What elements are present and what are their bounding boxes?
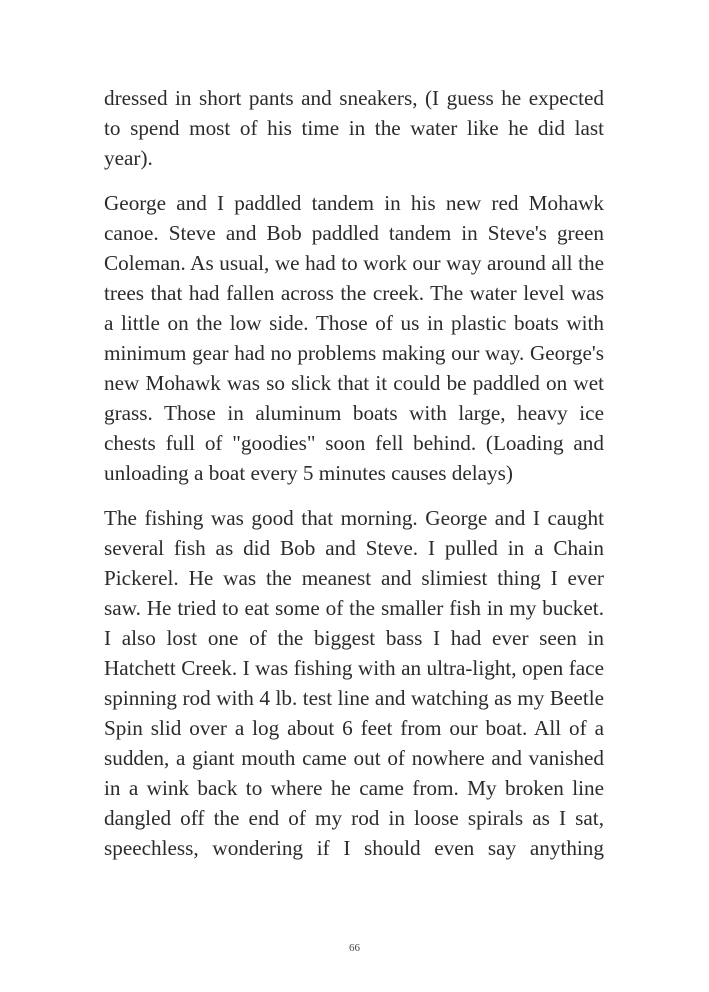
paragraph-3: The fishing was good that morning. George and I caught several fish as did Bob and Steve. I pulled in a Chain Pickerel. He was the meanest and slimiest thing I ever saw. He tried to eat some of the smaller fish in my bucket. I also lost one of the biggest bass I had ever seen in Hatchett Creek. I was fishing with an ultra-light, open face spinning rod with 4 lb. test line and watching as my Beetle Spin slid over a log about 6 feet from our boat. All of a sudden, a giant mouth came out of nowhere and vanished in a wink back to where he came from. My broken line dangled off the end of my rod in loose spirals as I sat, speechless, wondering if I should even say anything [104,506,604,860]
paragraph-2: George and I paddled tandem in his new red Mohawk canoe. Steve and Bob paddled tandem in Steve's green Coleman. As usual, we had to work our way around all the trees that had fallen across the creek. The water level was a little on the low side. Those of us in plastic boats with minimum gear had no problems making our way. George's new Mohawk was so slick that it could be paddled on wet grass. Those in aluminum boats with large, heavy ice chests full of "goodies" soon fell behind. (Loading and unloading a boat every 5 minutes causes delays) [104,191,604,485]
page-number: 66 [349,942,360,954]
paragraph-1: dressed in short pants and sneakers, (I guess he expected to spend most of his time in the water like he did last year). [104,86,604,170]
body-text [104,83,604,878]
